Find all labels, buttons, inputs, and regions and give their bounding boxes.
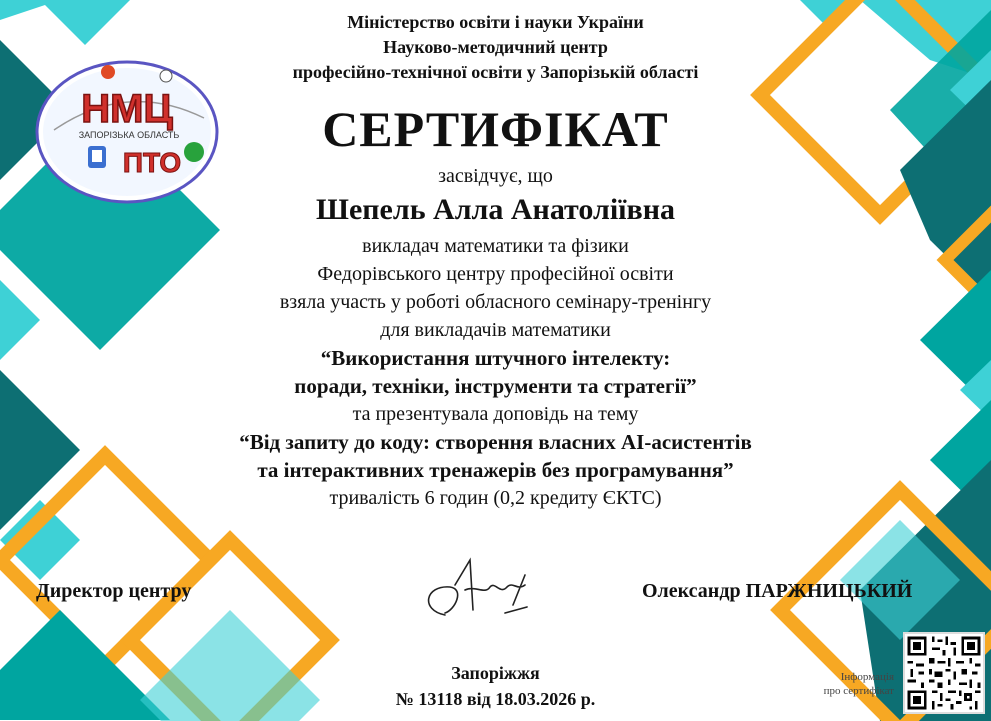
center-line: Науково-методичний центр xyxy=(383,37,608,57)
director-role: Директор центру xyxy=(36,580,192,602)
audience-line: для викладачів математики xyxy=(380,319,611,341)
city: Запоріжжя xyxy=(451,663,540,683)
handwritten-signature xyxy=(415,555,535,635)
participation-line: взяла участь у роботі обласного семінару-тренінгу xyxy=(279,291,712,313)
seminar-title-line1: “Використання штучного інтелекту: xyxy=(320,346,671,370)
qr-caption xyxy=(790,670,894,698)
position-line: викладач математики та фізики xyxy=(362,235,629,257)
qr-code[interactable] xyxy=(903,632,985,714)
recipient-name: Шепель Алла Анатоліївна xyxy=(316,193,675,226)
logo-bottom-text: ПТО xyxy=(122,147,182,178)
certifies-text: засвідчує, що xyxy=(438,165,553,187)
logo-top-text: НМЦ xyxy=(81,87,173,131)
duration-line: тривалість 6 годин (0,2 кредиту ЄКТС) xyxy=(329,487,662,509)
institution-line: Федорівського центру професійної освіти xyxy=(317,263,674,285)
certificate-title: СЕРТИФІКАТ xyxy=(322,101,669,157)
director-name: Олександр ПАРЖНИЦЬКИЙ xyxy=(642,580,913,602)
seminar-title-line2: поради, техніки, інструменти та стратегії” xyxy=(294,374,697,398)
certificate-number: № 13118 від 18.03.2026 р. xyxy=(395,689,596,709)
presented-line: та презентувала доповідь на тему xyxy=(352,403,639,425)
region-line: професійно-технічної освіти у Запорізькій області xyxy=(292,62,699,82)
certificate-body xyxy=(0,232,991,512)
ministry-line: Міністерство освіти і науки України xyxy=(347,12,644,32)
qr-caption-line1: Інформація xyxy=(840,671,894,683)
report-title-line2: та інтерактивних тренажерів без програмування” xyxy=(257,458,734,482)
report-title-line1: “Від запиту до коду: створення власних AI-асистентів xyxy=(239,430,752,454)
issuer-header xyxy=(0,10,991,85)
qr-caption-line2: про сертифікат xyxy=(823,685,894,697)
logo-middle-text: ЗАПОРІЗЬКА ОБЛАСТЬ xyxy=(78,130,180,140)
